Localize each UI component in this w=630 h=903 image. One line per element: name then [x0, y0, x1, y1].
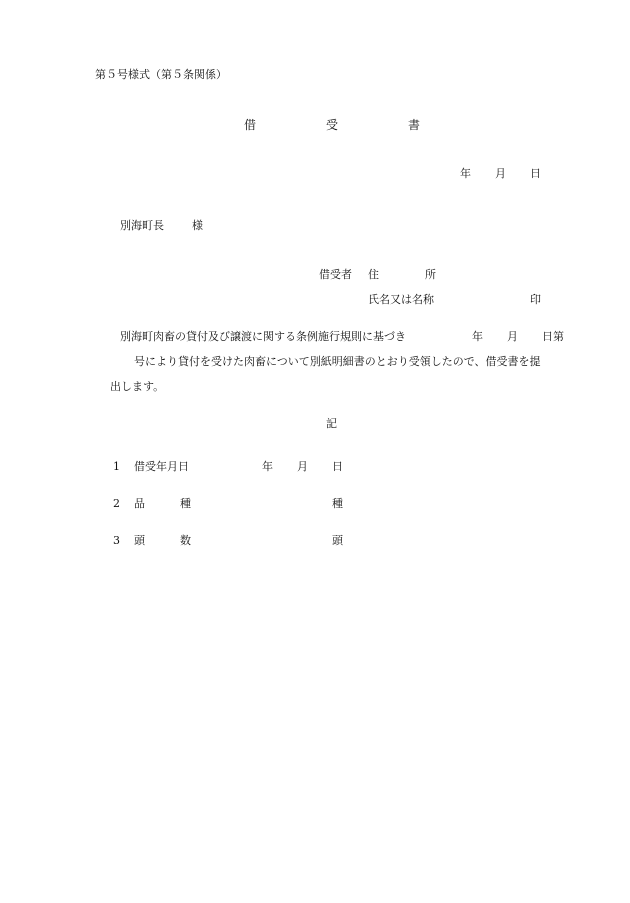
body-line-1-year: 年: [472, 330, 483, 343]
form-number: 第５号様式（第５条関係）: [95, 68, 227, 81]
item-label-part-2: 種: [180, 497, 191, 510]
item-unit: 頭: [332, 534, 343, 547]
item-number: 3: [113, 534, 120, 547]
body-line-3: 出します。: [110, 380, 165, 393]
item-day: 日: [332, 460, 343, 473]
body-line-1-month: 月: [507, 330, 518, 343]
date-day: 日: [530, 167, 541, 180]
body-line-2: 号により貸付を受けた肉畜について別紙明細書のとおり受領したので、借受書を提: [134, 355, 541, 368]
borrower-label: 借受者: [319, 268, 352, 281]
body-line-1-day-no: 日第: [542, 330, 564, 343]
date-month: 月: [495, 167, 506, 180]
title-char-3: 書: [408, 118, 421, 132]
item-label-part-2: 数: [180, 534, 191, 547]
name-label: 氏名又は名称: [368, 293, 434, 306]
item-month: 月: [297, 460, 308, 473]
item-number: 1: [113, 460, 120, 473]
title-char-2: 受: [326, 118, 339, 132]
note-heading: 記: [326, 417, 337, 430]
date-year: 年: [460, 167, 471, 180]
body-line-1: 別海町肉畜の貸付及び譲渡に関する条例施行規則に基づき: [120, 330, 406, 343]
item-label-part-1: 頭: [134, 534, 145, 547]
addressee-name: 別海町長: [120, 219, 164, 232]
item-label: 借受年月日: [134, 460, 189, 473]
address-label-1: 住: [368, 268, 379, 281]
seal-mark: 印: [530, 293, 541, 306]
addressee-honorific: 様: [192, 219, 203, 232]
item-number: 2: [113, 497, 120, 510]
address-label-2: 所: [425, 268, 436, 281]
title-char-1: 借: [244, 118, 257, 132]
item-label-part-1: 品: [134, 497, 145, 510]
item-unit: 種: [332, 497, 343, 510]
item-year: 年: [262, 460, 273, 473]
